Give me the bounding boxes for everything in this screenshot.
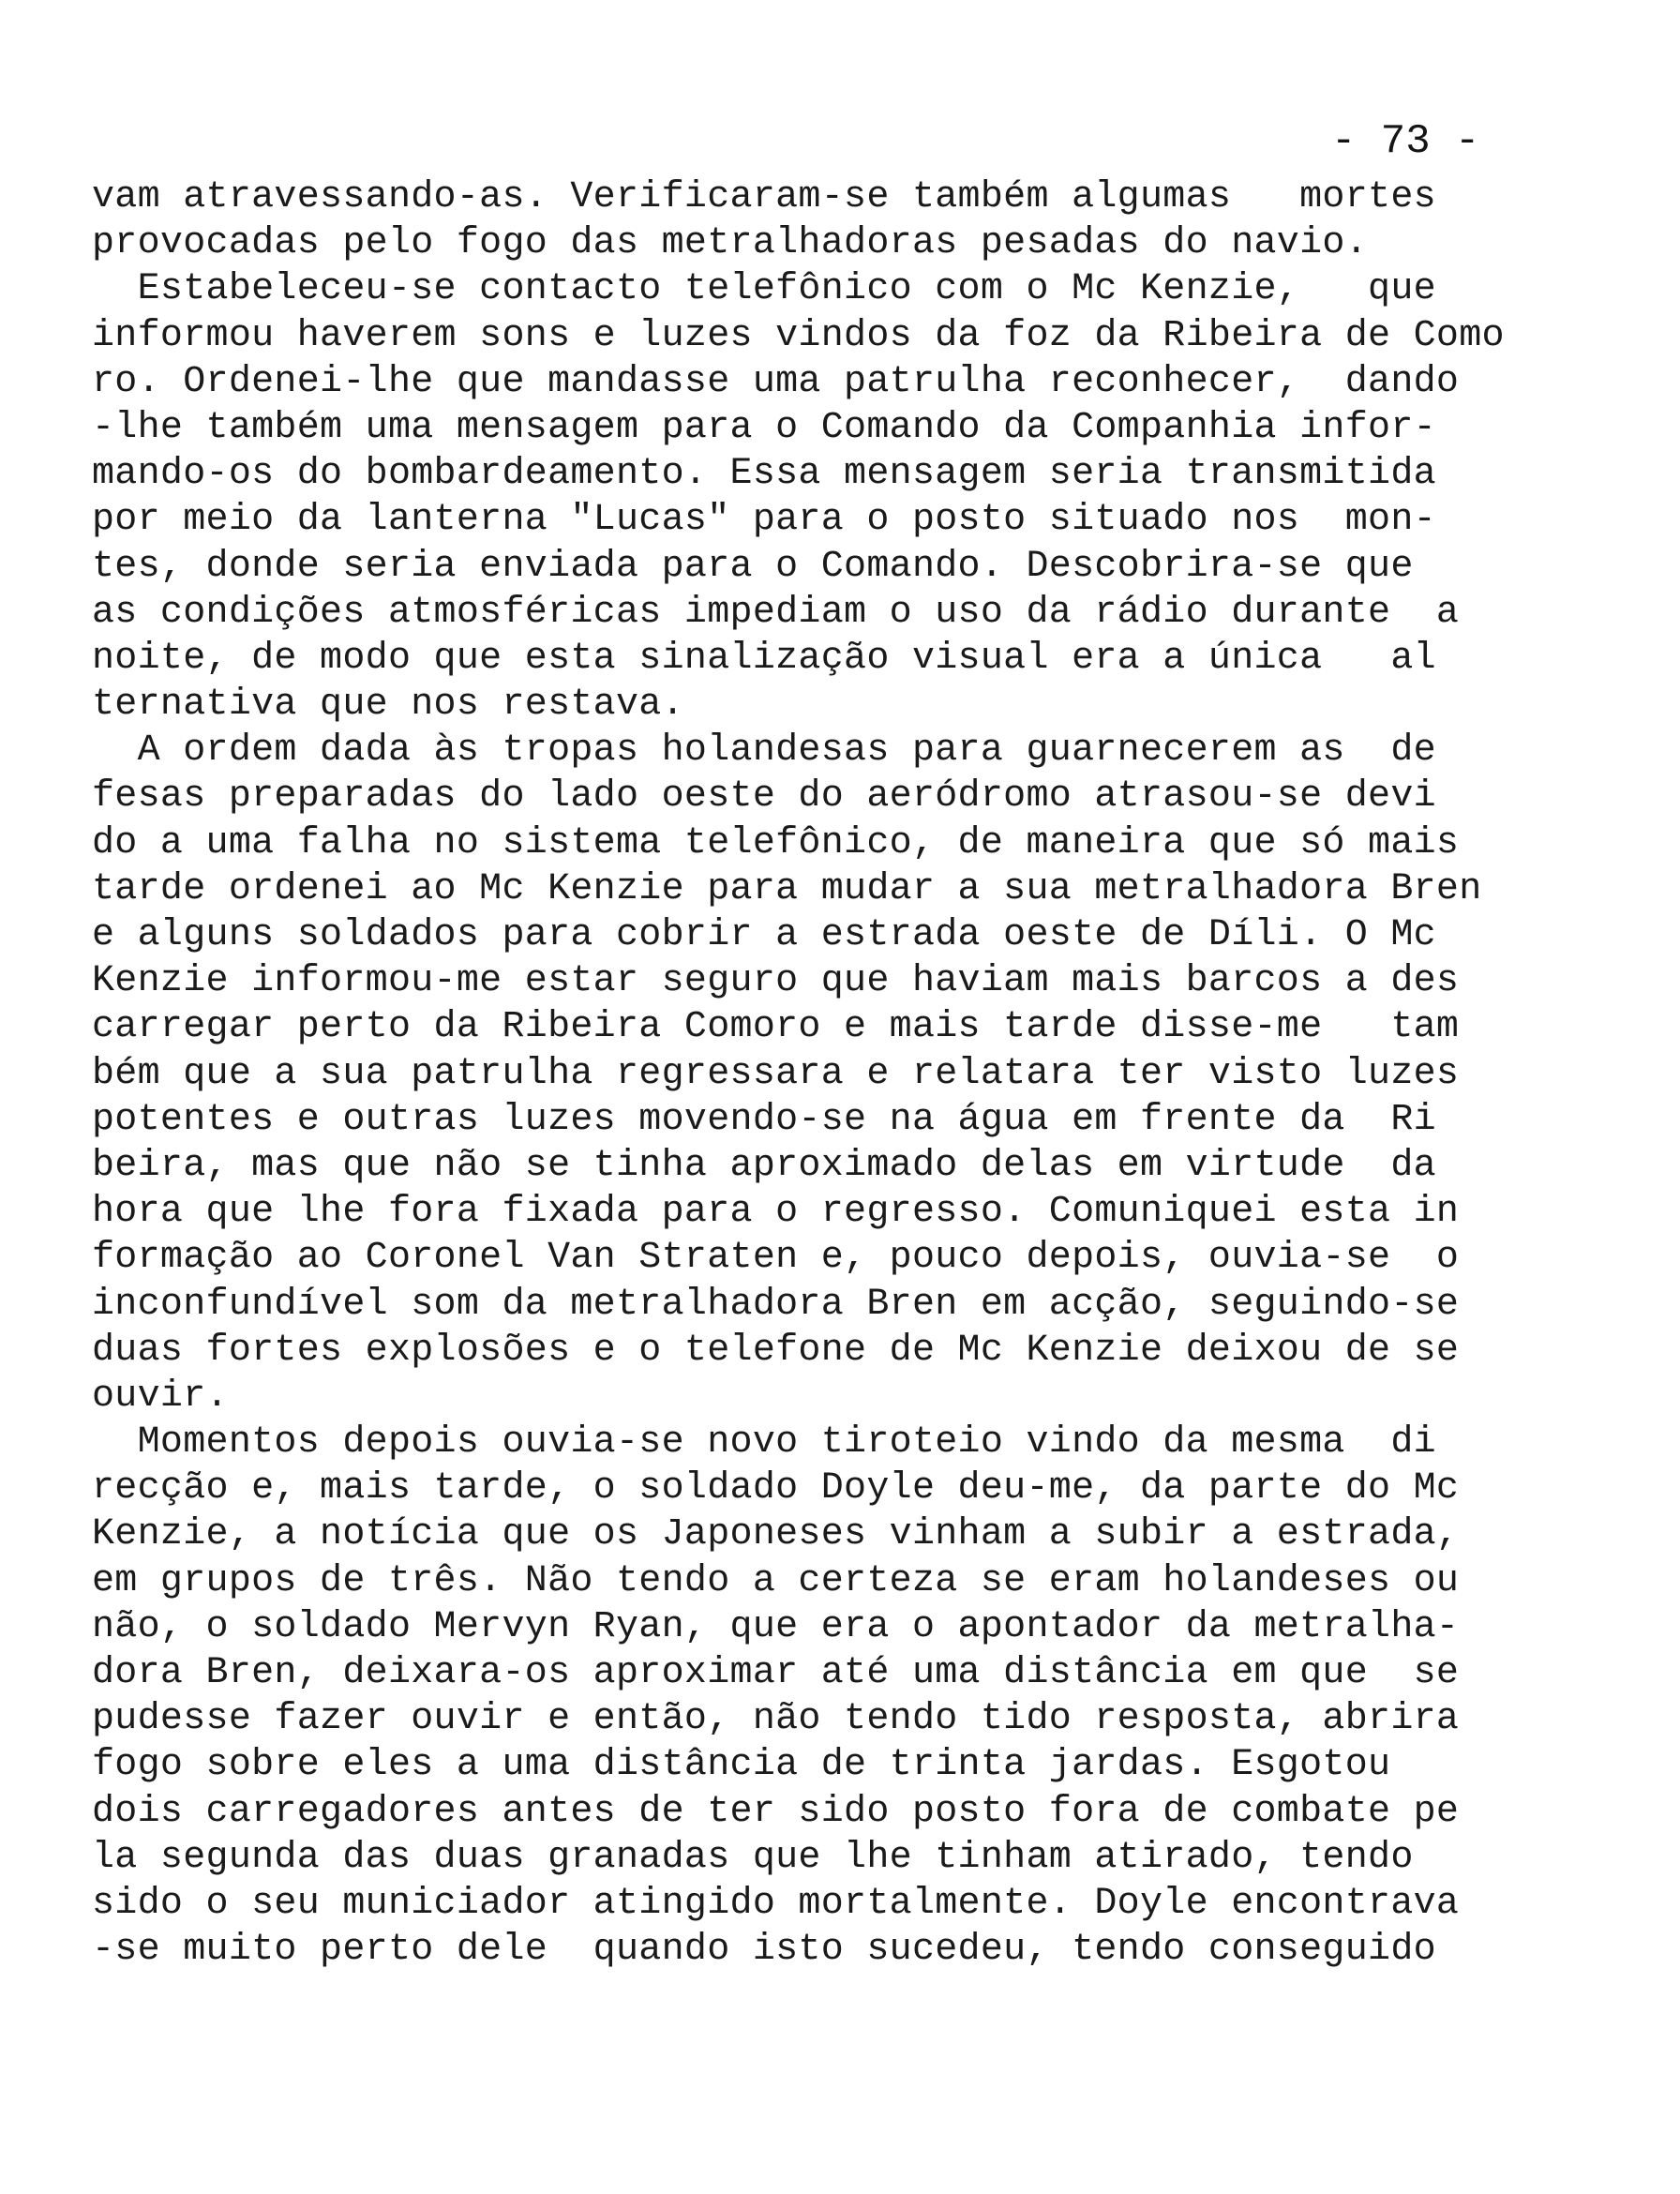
text-line: dora Bren, deixara-os aproximar até uma distância em que se xyxy=(92,1652,1460,1694)
text-line: do a uma falha no sistema telefônico, de maneira que só mais xyxy=(92,821,1460,864)
text-line: em grupos de três. Não tendo a certeza se eram holandeses ou xyxy=(92,1559,1460,1602)
text-line: ro. Ordenei-lhe que mandasse uma patrulha reconhecer, dando xyxy=(92,360,1460,403)
text-line: A ordem dada às tropas holandesas para guarnecerem as de xyxy=(92,729,1436,773)
text-line: Momentos depois ouvia-se novo tiroteio vindo da mesma di xyxy=(92,1421,1436,1465)
text-line: tarde ordenei ao Mc Kenzie para mudar a sua metralhadora Bren xyxy=(92,867,1482,910)
text-line: noite, de modo que esta sinalização visual era a única al xyxy=(92,637,1436,680)
text-line: formação ao Coronel Van Straten e, pouco depois, ouvia-se o xyxy=(92,1237,1460,1280)
text-line: carregar perto da Ribeira Comoro e mais tarde disse-me tam xyxy=(92,1006,1460,1049)
text-line: beira, mas que não se tinha aproximado delas em virtude da xyxy=(92,1144,1436,1187)
text-line: inconfundível som da metralhadora Bren em acção, seguindo-se xyxy=(92,1283,1460,1326)
text-line: recção e, mais tarde, o soldado Doyle deu-me, da parte do Mc xyxy=(92,1467,1460,1510)
text-line: não, o soldado Mervyn Ryan, que era o apontador da metralha- xyxy=(92,1605,1460,1648)
text-line: pudesse fazer ouvir e então, não tendo tido resposta, abrira xyxy=(92,1698,1460,1741)
text-line: la segunda das duas granadas que lhe tinham atirado, tendo xyxy=(92,1836,1414,1879)
text-line: ouvir. xyxy=(92,1375,229,1418)
text-line: -lhe também uma mensagem para o Comando da Companhia infor- xyxy=(92,406,1436,449)
text-line: hora que lhe fora fixada para o regresso. Comuniquei esta in xyxy=(92,1191,1460,1234)
page-number: - 73 - xyxy=(1331,118,1480,165)
text-line: Estabeleceu-se contacto telefônico com o Mc Kenzie, que xyxy=(92,268,1436,311)
text-line: informou haverem sons e luzes vindos da foz da Ribeira de Como xyxy=(92,314,1505,357)
text-line: vam atravessando-as. Verificaram-se também algumas mortes xyxy=(92,176,1436,218)
text-line: mando-os do bombardeamento. Essa mensagem seria transmitida xyxy=(92,453,1436,496)
text-line: duas fortes explosões e o telefone de Mc Kenzie deixou de se xyxy=(92,1329,1460,1372)
text-line: -se muito perto dele quando isto sucedeu, tendo conseguido xyxy=(92,1929,1436,1972)
text-line: bém que a sua patrulha regressara e relatara ter visto luzes xyxy=(92,1052,1460,1095)
text-line: as condições atmosféricas impediam o uso da rádio durante a xyxy=(92,591,1460,634)
text-line: potentes e outras luzes movendo-se na água em frente da Ri xyxy=(92,1098,1436,1141)
text-line: Kenzie, a notícia que os Japoneses vinham a subir a estrada, xyxy=(92,1513,1460,1556)
text-line: por meio da lanterna "Lucas" para o posto situado nos mon- xyxy=(92,499,1436,542)
text-line: fogo sobre eles a uma distância de trinta jardas. Esgotou xyxy=(92,1744,1391,1787)
text-line: ternativa que nos restava. xyxy=(92,684,684,727)
text-line: tes, donde seria enviada para o Comando. Descobrira-se que xyxy=(92,545,1414,588)
text-line: sido o seu municiador atingido mortalmente. Doyle encontrava xyxy=(92,1882,1460,1925)
text-line: e alguns soldados para cobrir a estrada oeste de Díli. O Mc xyxy=(92,914,1436,956)
text-line: provocadas pelo fogo das metralhadoras pesadas do navio. xyxy=(92,222,1369,265)
text-line: Kenzie informou-me estar seguro que haviam mais barcos a des xyxy=(92,960,1460,1003)
text-line: dois carregadores antes de ter sido posto fora de combate pe xyxy=(92,1790,1460,1833)
text-line: fesas preparadas do lado oeste do aeródromo atrasou-se devi xyxy=(92,775,1436,819)
body-text xyxy=(92,174,1517,1973)
